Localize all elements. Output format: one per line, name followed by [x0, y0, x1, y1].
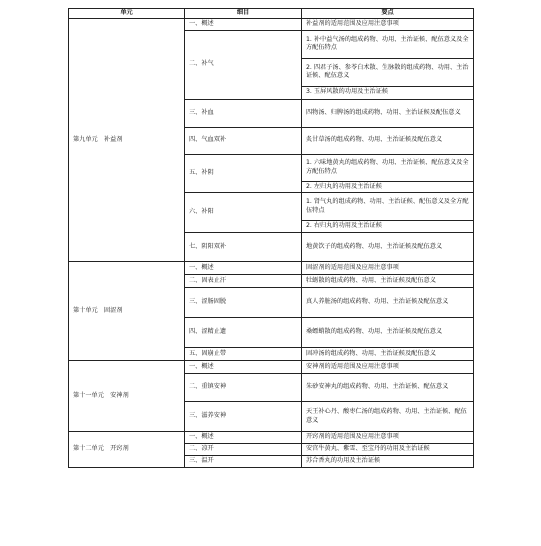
- header-item: 细目: [185, 9, 302, 19]
- table-body: [69, 19, 474, 468]
- item-cell: 三、涩肠固脱: [185, 288, 302, 318]
- item-cell: 二、补气: [185, 30, 302, 99]
- item-cell: 三、补血: [185, 99, 302, 127]
- point-cell: 天王补心丹、酸枣仁汤的组成药物、功用、主治证候、配伍意义: [302, 402, 474, 432]
- header-row: [69, 9, 474, 19]
- header-points: 要点: [302, 9, 474, 19]
- point-cell: 真人养脏汤的组成药物、功用、主治证候及配伍意义: [302, 288, 474, 318]
- point-cell: 开窍剂的适用范围及应用注意事项: [302, 432, 474, 444]
- point-cell: 固冲汤的组成药物、功用、主治证候及配伍意义: [302, 348, 474, 361]
- point-cell: 2. 右归丸的功用及主治证候: [302, 221, 474, 233]
- point-cell: 安神剂的适用范围及应用注意事项: [302, 361, 474, 374]
- item-cell: 一、概述: [185, 361, 302, 374]
- point-cell: 地黄饮子的组成药物、功用、主治证候及配伍意义: [302, 233, 474, 262]
- point-cell: 1. 肾气丸的组成药物、功用、主治证候、配伍意义及全方配伍特点: [302, 193, 474, 221]
- table-row: [69, 361, 474, 374]
- point-cell: 桑螵蛸散的组成药物、功用、主治证候及配伍意义: [302, 318, 474, 348]
- point-cell: 固涩剂的适用范围及应用注意事项: [302, 262, 474, 275]
- item-cell: 四、气血双补: [185, 127, 302, 154]
- unit-cell: 第十二单元 开窍剂: [69, 432, 185, 468]
- point-cell: 3. 玉屏风散的功用及主治证候: [302, 86, 474, 99]
- point-cell: 1. 六味地黄丸的组成药物、功用、主治证候、配伍意义及全方配伍特点: [302, 154, 474, 181]
- item-cell: 一、概述: [185, 19, 302, 31]
- unit-cell: 第十一单元 安神剂: [69, 361, 185, 432]
- item-cell: 二、固表止汗: [185, 275, 302, 288]
- table-row: [69, 19, 474, 31]
- point-cell: 牡蛎散的组成药物、功用、主治证候及配伍意义: [302, 275, 474, 288]
- item-cell: 四、涩精止遗: [185, 318, 302, 348]
- point-cell: 2. 四君子汤、参苓白术散、生脉散的组成药物、功用、主治证候、配伍意义: [302, 58, 474, 86]
- item-cell: 一、概述: [185, 262, 302, 275]
- point-cell: 四物汤、归脾汤的组成药物、功用、主治证候及配伍意义: [302, 99, 474, 127]
- item-cell: 六、补阳: [185, 193, 302, 233]
- item-cell: 七、阴阳双补: [185, 233, 302, 262]
- item-cell: 五、补阴: [185, 154, 302, 193]
- unit-cell: 第十单元 固涩剂: [69, 262, 185, 361]
- item-cell: 一、概述: [185, 432, 302, 444]
- header-unit: 单元: [69, 9, 185, 19]
- point-cell: 安宫牛黄丸、紫雪、至宝丹的功用及主治证候: [302, 444, 474, 456]
- table-row: [69, 432, 474, 444]
- table-row: [69, 262, 474, 275]
- point-cell: 朱砂安神丸的组成药物、功用、主治证候、配伍意义: [302, 374, 474, 402]
- point-cell: 1. 补中益气汤的组成药物、功用、主治证候、配伍意义及全方配伍特点: [302, 30, 474, 58]
- unit-cell: 第九单元 补益剂: [69, 19, 185, 262]
- item-cell: 三、滋养安神: [185, 402, 302, 432]
- point-cell: 补益剂的适用范围及应用注意事项: [302, 19, 474, 31]
- item-cell: 五、固崩止带: [185, 348, 302, 361]
- point-cell: 苏合香丸的功用及主治证候: [302, 456, 474, 468]
- syllabus-table: [68, 8, 474, 468]
- item-cell: 二、重镇安神: [185, 374, 302, 402]
- item-cell: 二、凉开: [185, 444, 302, 456]
- point-cell: 炙甘草汤的组成药物、功用、主治证候及配伍意义: [302, 127, 474, 154]
- item-cell: 三、温开: [185, 456, 302, 468]
- table-header: [69, 9, 474, 19]
- point-cell: 2. 左归丸的功用及主治证候: [302, 181, 474, 193]
